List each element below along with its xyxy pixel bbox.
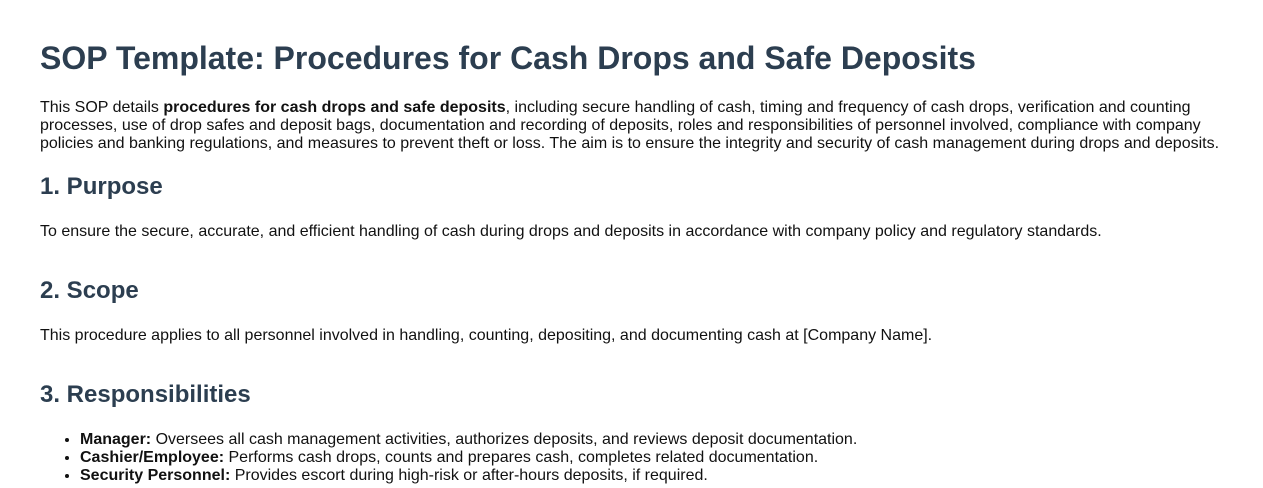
purpose-heading: 1. Purpose bbox=[40, 173, 163, 200]
responsibilities-list bbox=[40, 431, 1223, 485]
scope-heading: 2. Scope bbox=[40, 277, 139, 304]
role-description: Oversees all cash management activities, authorizes deposits, and reviews deposit documentation. bbox=[151, 431, 858, 448]
list-item bbox=[80, 431, 1223, 449]
responsibilities-heading: 3. Responsibilities bbox=[40, 381, 251, 408]
list-item bbox=[80, 449, 1223, 467]
purpose-text: To ensure the secure, accurate, and efficient handling of cash during drops and deposits in accordance with company policy and regulatory standards. bbox=[40, 223, 1102, 240]
intro-paragraph bbox=[40, 99, 1230, 153]
page-title: SOP Template: Procedures for Cash Drops and Safe Deposits bbox=[40, 40, 976, 76]
intro-lead: This SOP details bbox=[40, 99, 164, 116]
list-item bbox=[80, 467, 1223, 485]
intro-rest: , including secure handling of cash, timing and frequency of cash drops, verification and counting processes, use of drop safes and deposit bags, documentation and recording of deposits, roles and responsibilities of personnel involved, compliance with company policies and banking regulations, and measures to prevent theft or loss. The aim is to ensure the integrity and security of cash management during drops and deposits. bbox=[40, 99, 1220, 152]
role-description: Performs cash drops, counts and prepares cash, completes related documentation. bbox=[224, 449, 819, 466]
role-label: Cashier/Employee: bbox=[80, 449, 225, 466]
role-description: Provides escort during high-risk or after-hours deposits, if required. bbox=[230, 467, 708, 484]
scope-text: This procedure applies to all personnel involved in handling, counting, depositing, and documenting cash at [Company Name]. bbox=[40, 327, 933, 344]
intro-emphasis: procedures for cash drops and safe deposits bbox=[163, 99, 506, 116]
role-label: Security Personnel: bbox=[80, 467, 231, 484]
role-label: Manager: bbox=[80, 431, 152, 448]
